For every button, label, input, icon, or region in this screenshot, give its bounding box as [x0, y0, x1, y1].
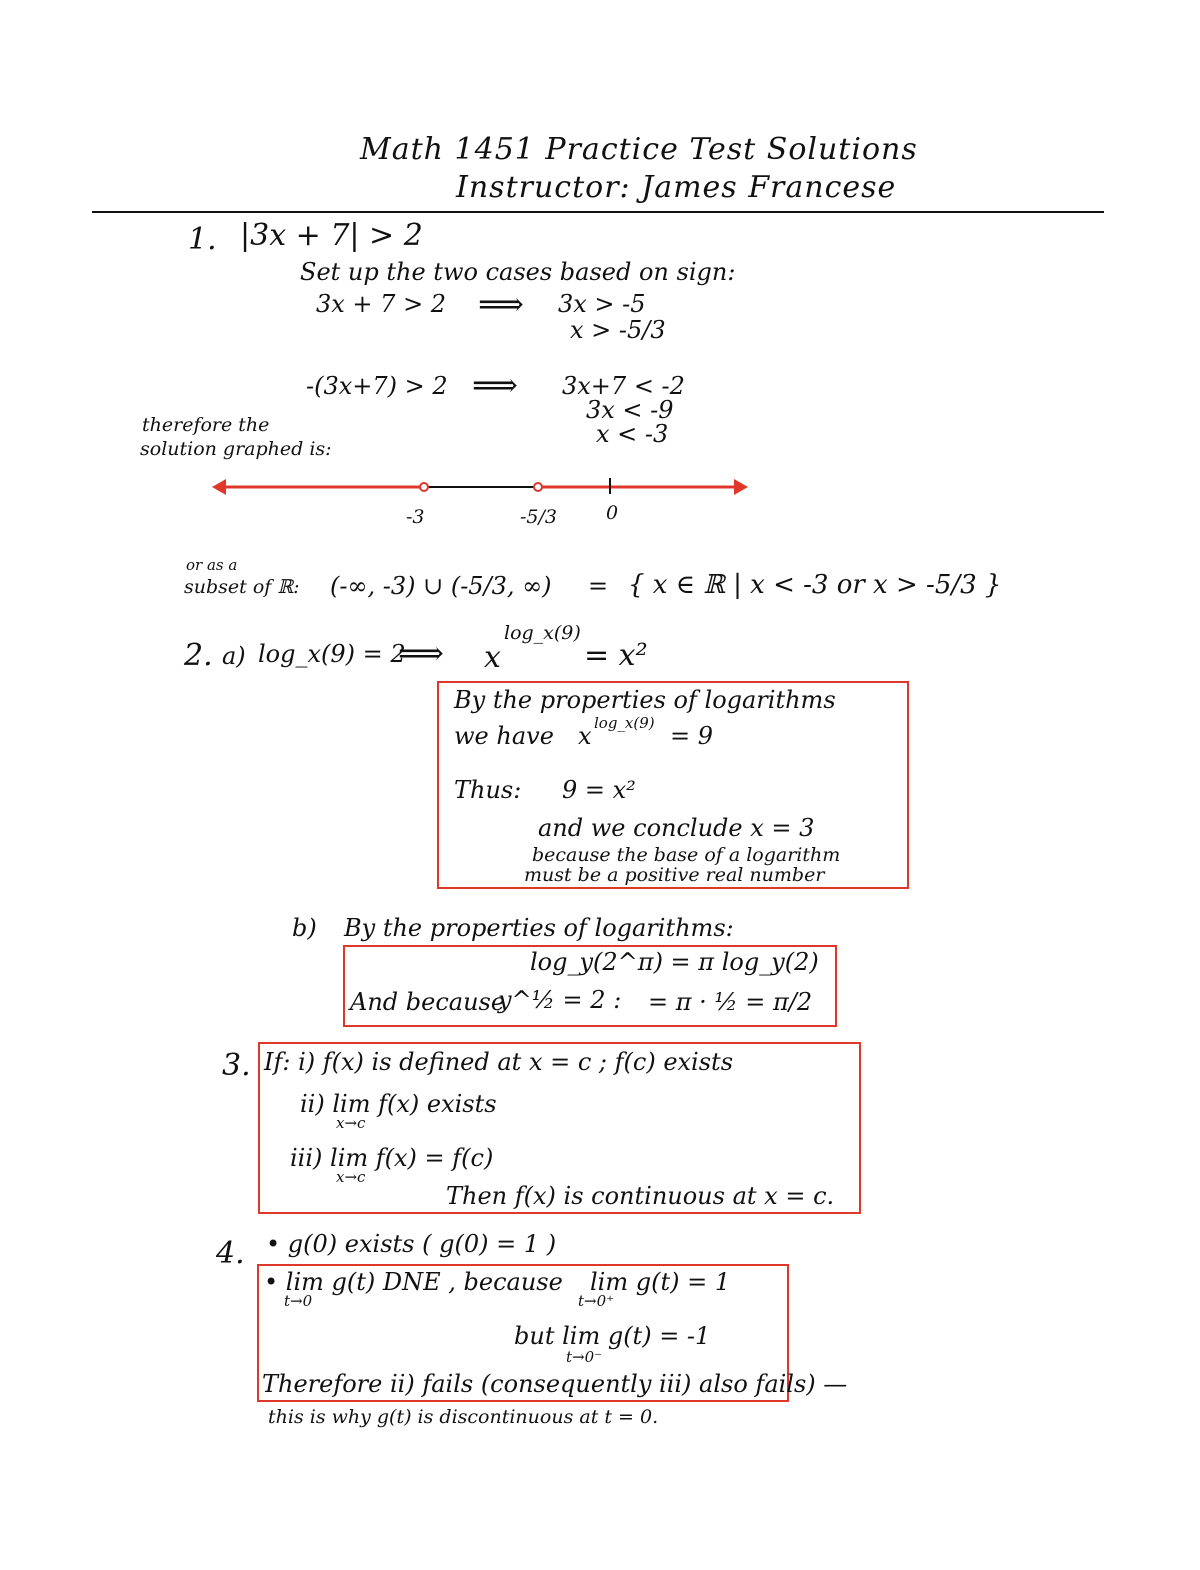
- box1-line1: By the properties of logarithms: [454, 686, 836, 714]
- box1-line3a: Thus:: [454, 776, 522, 804]
- page-title: Math 1451 Practice Test Solutions: [360, 132, 918, 167]
- q1-case1-r2: x > -5/3: [570, 316, 666, 344]
- q1-problem: |3x + 7| > 2: [240, 218, 423, 253]
- q3-line1: If: i) f(x) is defined at x = c ; f(c) exists: [264, 1048, 734, 1076]
- number-line: [200, 470, 760, 510]
- q4-line4: Therefore ii) fails (consequently iii) also fails) —: [262, 1370, 848, 1398]
- q1-subset-note-2: subset of ℝ:: [184, 576, 300, 598]
- q2-number: 2.: [184, 638, 213, 673]
- q3-line3: iii) lim f(x) = f(c): [290, 1144, 494, 1172]
- instructor-line: Instructor: James Francese: [456, 170, 897, 205]
- q1-equals: =: [588, 572, 609, 600]
- tick-label-neg3: -3: [406, 506, 425, 528]
- open-point-neg53: [534, 483, 542, 491]
- q2a-result-base: x: [484, 640, 501, 675]
- q4-line3: but lim g(t) = -1: [514, 1322, 711, 1350]
- box1-line5: because the base of a logarithm: [532, 844, 841, 866]
- q2b-label: b): [292, 914, 317, 942]
- q1-set-builder: { x ∈ ℝ | x < -3 or x > -5/3 }: [628, 570, 1002, 600]
- q1-setup: Set up the two cases based on sign:: [300, 258, 736, 286]
- q1-graph-note-1: therefore the: [142, 414, 270, 436]
- q1-graph-note-2: solution graphed is:: [140, 438, 332, 460]
- implies-arrow-icon: ⟹: [472, 366, 518, 404]
- q4-line3-sub: t→0⁻: [566, 1348, 603, 1366]
- q4-line2a-sub: t→0: [284, 1292, 313, 1310]
- box1-line2a: we have: [454, 722, 554, 750]
- box1-line3b: 9 = x²: [562, 776, 636, 804]
- box1-line2c: = 9: [670, 722, 714, 750]
- q3-line3-sub: x→c: [336, 1168, 366, 1186]
- q2a-label: a): [222, 642, 246, 670]
- left-arrowhead-icon: [212, 479, 226, 495]
- tick-label-neg53: -5/3: [520, 506, 557, 528]
- q4-line2a: • lim g(t) DNE , because: [264, 1268, 563, 1296]
- q2b-intro: By the properties of logarithms:: [344, 914, 734, 942]
- q4-line5: this is why g(t) is discontinuous at t = 0.: [268, 1406, 659, 1428]
- box1-line6: must be a positive real number: [524, 864, 825, 886]
- q2a-result-exp: log_x(9): [504, 622, 581, 644]
- right-arrowhead-icon: [734, 479, 748, 495]
- implies-arrow-icon: ⟹: [478, 285, 524, 323]
- q1-case2-left: -(3x+7) > 2: [306, 372, 448, 400]
- q3-line4: Then f(x) is continuous at x = c.: [446, 1182, 835, 1210]
- box2-line1: log_y(2^π) = π log_y(2): [530, 948, 819, 976]
- q1-subset-note-1: or as a: [186, 556, 238, 574]
- q2a-result-rhs: = x²: [584, 638, 648, 673]
- q3-line2-sub: x→c: [336, 1114, 366, 1132]
- tick-label-zero: 0: [606, 502, 619, 524]
- q2a-equation: log_x(9) = 2: [258, 640, 406, 668]
- box1-line4: and we conclude x = 3: [538, 814, 815, 842]
- box1-line2-exp: log_x(9): [594, 714, 655, 732]
- q3-line2: ii) lim f(x) exists: [300, 1090, 497, 1118]
- q1-case1-r1: 3x > -5: [558, 290, 646, 318]
- box2-line2a: And because: [350, 988, 506, 1016]
- q4-line2b: lim g(t) = 1: [590, 1268, 731, 1296]
- q1-case2-r1: 3x+7 < -2: [562, 372, 685, 400]
- q3-number: 3.: [222, 1048, 251, 1083]
- box2-line2c: = π · ½ = π/2: [648, 988, 813, 1016]
- q4-number: 4.: [216, 1236, 245, 1271]
- q4-line1: • g(0) exists ( g(0) = 1 ): [266, 1230, 557, 1258]
- q1-number: 1.: [188, 222, 217, 257]
- q1-interval: (-∞, -3) ∪ (-5/3, ∞): [330, 572, 552, 600]
- open-point-neg3: [420, 483, 428, 491]
- header-divider: [92, 211, 1104, 213]
- box1-line2b: x: [578, 722, 592, 750]
- box2-line2b: y^½ = 2 :: [498, 986, 622, 1014]
- q1-case2-r2: 3x < -9: [586, 396, 674, 424]
- q1-case2-r3: x < -3: [596, 420, 669, 448]
- q1-case1-left: 3x + 7 > 2: [316, 290, 447, 318]
- q4-line2b-sub: t→0⁺: [578, 1292, 615, 1310]
- implies-arrow-icon: ⟹: [398, 634, 444, 672]
